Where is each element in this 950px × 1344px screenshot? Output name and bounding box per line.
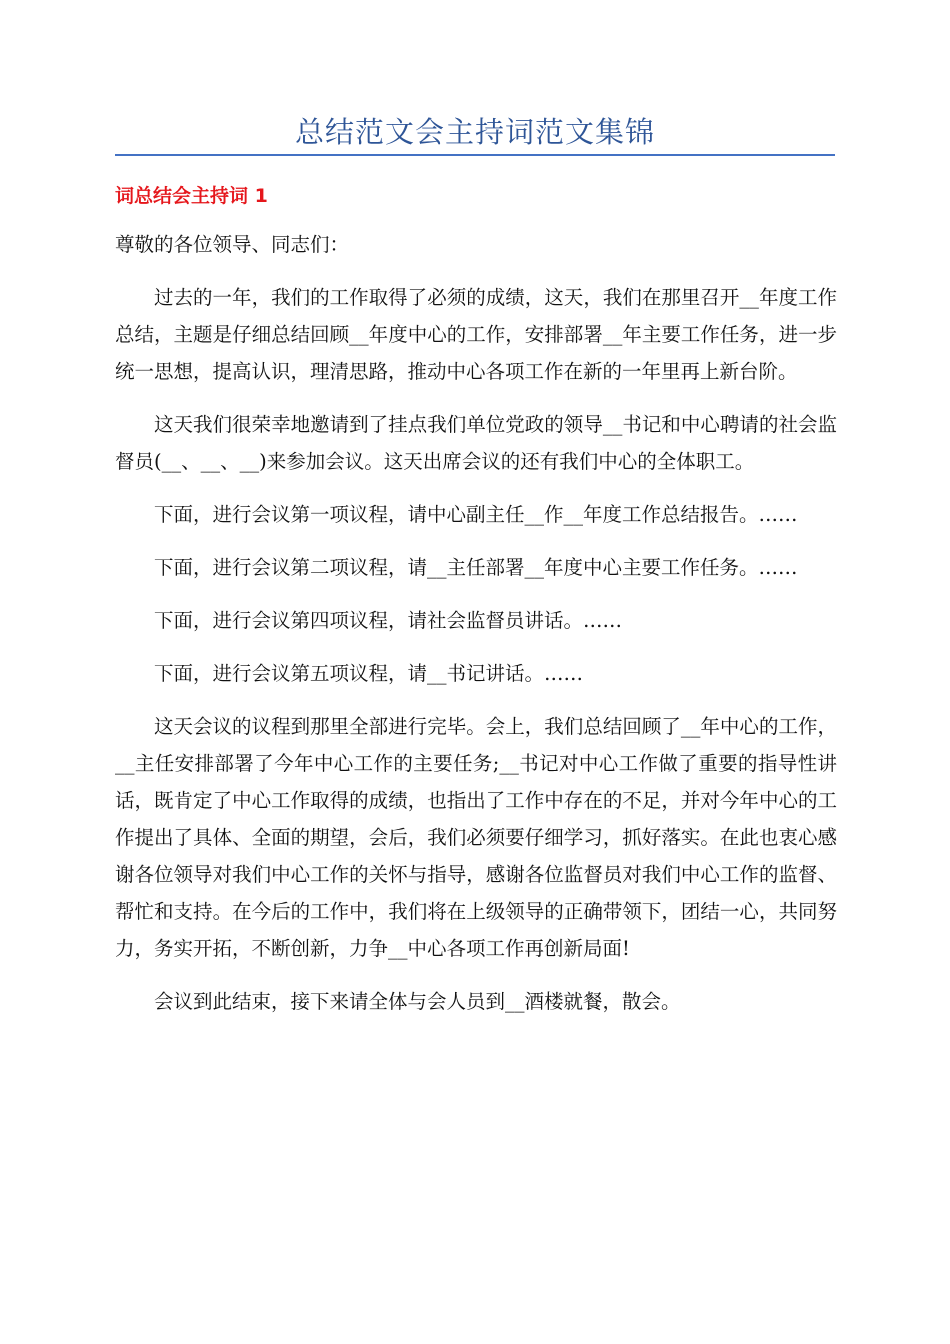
paragraph-8: 会议到此结束，接下来请全体与会人员到__酒楼就餐，散会。 — [154, 990, 681, 1013]
paragraph-7: 这天会议的议程到那里全部进行完毕。会上，我们总结回顾了__年中心的工作，__主任安排部署了今年中心工作的主要任务;__书记对中心工作做了重要的指导性讲话，既肯定了中心工作取得的成绩，也指出了工作中存在的不足，并对今年中心的工作提出了具体、全面的期望，会后，我们必须要仔细学习，抓好落实。在此也衷心感谢各位领导对我们中心工作的关怀与指导，感谢各位监督员对我们中心工作的监督、帮忙和支持。在今后的工作中，我们将在上级领导的正确带领下，团结一心，共同努力，务实开拓，不断创新，力争__中心各项工作再创新局面! — [115, 715, 837, 960]
paragraph-4: 下面，进行会议第二项议程，请__主任部署__年度中心主要工作任务。…… — [154, 556, 798, 579]
title-underline — [115, 154, 835, 156]
document-title: 总结范文会主持词范文集锦 — [294, 115, 655, 149]
greeting-line: 尊敬的各位领导、同志们： — [115, 233, 350, 256]
paragraph-5: 下面，进行会议第四项议程，请社会监督员讲话。…… — [154, 609, 623, 632]
paragraph-3: 下面，进行会议第一项议程，请中心副主任__作__年度工作总结报告。…… — [154, 503, 798, 526]
section-heading: 词总结会主持词 1 — [115, 185, 268, 207]
paragraph-2: 这天我们很荣幸地邀请到了挂点我们单位党政的领导__书记和中心聘请的社会监督员(__、__、__)来参加会议。这天出席会议的还有我们中心的全体职工。 — [115, 413, 837, 473]
document-body — [115, 226, 837, 1036]
paragraph-1: 过去的一年，我们的工作取得了必须的成绩，这天，我们在那里召开__年度工作总结，主题是仔细总结回顾__年度中心的工作，安排部署__年主要工作任务，进一步统一思想，提高认识，理清思路，推动中心各项工作在新的一年里再上新台阶。 — [115, 286, 837, 383]
paragraph-6: 下面，进行会议第五项议程，请__书记讲话。…… — [154, 662, 584, 685]
